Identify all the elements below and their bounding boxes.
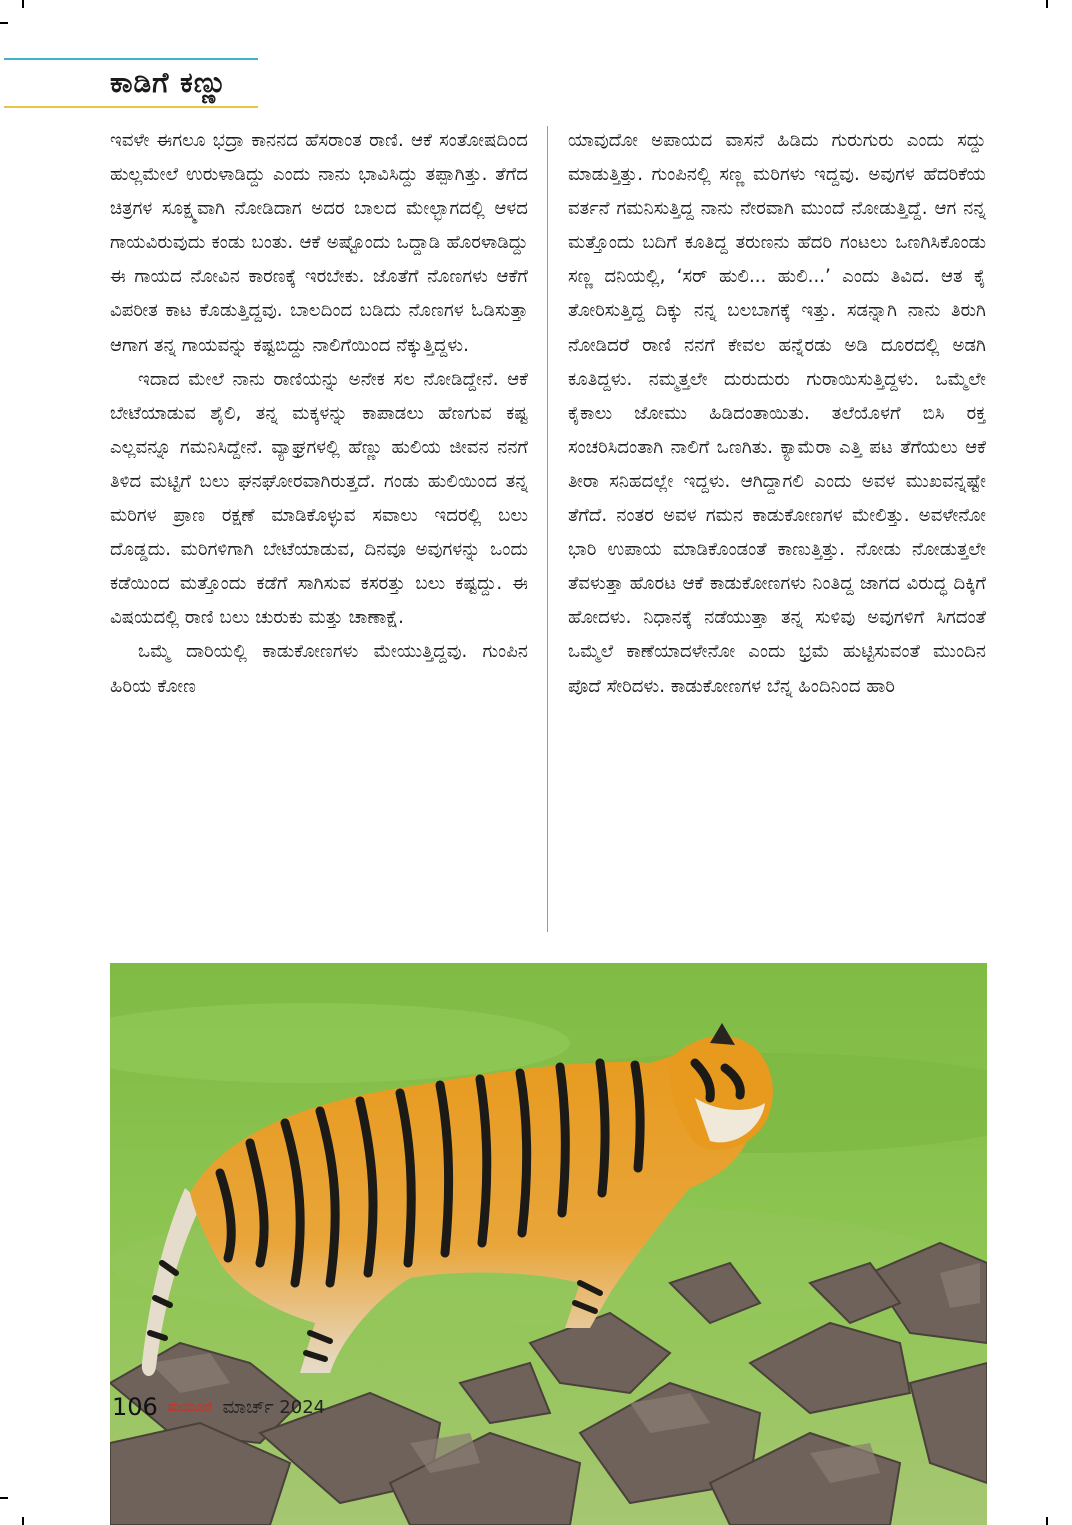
page-footer: [112, 1393, 325, 1421]
crop-mark-top-left: [22, 0, 24, 8]
header-rule-yellow: [4, 106, 258, 108]
paragraph: ಯಾವುದೋ ಅಪಾಯದ ವಾಸನೆ ಹಿಡಿದು ಗುರುಗುರು ಎಂದು ಸದ್ದು ಮಾಡುತ್ತಿತ್ತು. ಗುಂಪಿನಲ್ಲಿ ಸಣ್ಣ ಮರಿಗಳು ಇದ್ದವು. ಅವುಗಳ ಹೆದರಿಕೆಯ ವರ್ತನೆ ಗಮನಿಸುತ್ತಿದ್ದ ನಾನು ನೇರವಾಗಿ ಮುಂದೆ ನೋಡುತ್ತಿದ್ದೆ. ಆಗ ನನ್ನ ಮತ್ತೊಂದು ಬದಿಗೆ ಕೂತಿದ್ದ ತರುಣನು ಹೆದರಿ ಗಂಟಲು ಒಣಗಿಸಿಕೊಂಡು ಸಣ್ಣ ದನಿಯಲ್ಲಿ, ‘ಸರ್ ಹುಲಿ... ಹುಲಿ...’ ಎಂದು ತಿವಿದ. ಆತ ಕೈ ತೋರಿಸುತ್ತಿದ್ದ ದಿಕ್ಕು ನನ್ನ ಬಲಬಾಗಕ್ಕೆ ಇತ್ತು. ಸಡನ್ನಾಗಿ ನಾನು ತಿರುಗಿ ನೋಡಿದರೆ ರಾಣಿ ನನಗೆ ಕೇವಲ ಹನ್ನೆರಡು ಅಡಿ ದೂರದಲ್ಲಿ ಅಡಗಿ ಕೂತಿದ್ದಳು. ನಮ್ಮತ್ತಲೇ ದುರುದುರು ಗುರಾಯಿಸುತ್ತಿದ್ದಳು. ಒಮ್ಮೆಲೇ ಕೈಕಾಲು ಜೋಮು ಹಿಡಿದಂತಾಯಿತು. ತಲೆಯೊಳಗೆ ಬಿಸಿ ರಕ್ತ ಸಂಚರಿಸಿದಂತಾಗಿ ನಾಲಿಗೆ ಒಣಗಿತು. ಕ್ಯಾಮೆರಾ ಎತ್ತಿ ಪಟ ತೆಗೆಯಲು ಆಕೆ ತೀರಾ ಸನಿಹದಲ್ಲೇ ಇದ್ದಳು. ಆಗಿದ್ದಾಗಲಿ ಎಂದು ಅವಳ ಮುಖವನ್ನಷ್ಟೇ ತೆಗೆದೆ. ನಂತರ ಅವಳ ಗಮನ ಕಾಡುಕೋಣಗಳ ಮೇಲಿತ್ತು. ಅವಳೇನೋ ಭಾರಿ ಉಪಾಯ ಮಾಡಿಕೊಂಡಂತೆ ಕಾಣುತ್ತಿತ್ತು. ನೋಡು ನೋಡುತ್ತಲೇ ತೆವಳುತ್ತಾ ಹೊರಟ ಆಕೆ ಕಾಡುಕೋಣಗಳು ನಿಂತಿದ್ದ ಜಾಗದ ವಿರುದ್ಧ ದಿಕ್ಕಿಗೆ ಹೋದಳು. ನಿಧಾನಕ್ಕೆ ನಡೆಯುತ್ತಾ ತನ್ನ ಸುಳಿವು ಅವುಗಳಿಗೆ ಸಿಗದಂತೆ ಒಮ್ಮೆಲೆ ಕಾಣೆಯಾದಳೇನೋ ಎಂದು ಭ್ರಮೆ ಹುಟ್ಟಿಸುವಂತೆ ಮುಂದಿನ ಪೊದೆ ಸೇರಿದಳು. ಕಾಡುಕೋಣಗಳ ಬೆನ್ನ ಹಿಂದಿನಿಂದ ಹಾರಿ: [568, 130, 986, 697]
article-column-right: [568, 124, 986, 704]
paragraph: ಇದಾದ ಮೇಲೆ ನಾನು ರಾಣಿಯನ್ನು ಅನೇಕ ಸಲ ನೋಡಿದ್ದೇನೆ. ಆಕೆ ಬೇಟೆಯಾಡುವ ಶೈಲಿ, ತನ್ನ ಮಕ್ಕಳನ್ನು ಕಾಪಾಡಲು ಹೆಣಗುವ ಕಷ್ಟ ಎಲ್ಲವನ್ನೂ ಗಮನಿಸಿದ್ದೇನೆ. ವ್ಯಾಘ್ರಗಳಲ್ಲಿ ಹೆಣ್ಣು ಹುಲಿಯ ಜೀವನ ನನಗೆ ತಿಳಿದ ಮಟ್ಟಿಗೆ ಬಲು ಘನಘೋರವಾಗಿರುತ್ತದೆ. ಗಂಡು ಹುಲಿಯಿಂದ ತನ್ನ ಮರಿಗಳ ಪ್ರಾಣ ರಕ್ಷಣೆ ಮಾಡಿಕೊಳ್ಳುವ ಸವಾಲು ಇದರಲ್ಲಿ ಬಲು ದೊಡ್ಡದು. ಮರಿಗಳಿಗಾಗಿ ಬೇಟೆಯಾಡುವ, ದಿನವೂ ಅವುಗಳನ್ನು ಒಂದು ಕಡೆಯಿಂದ ಮತ್ತೊಂದು ಕಡೆಗೆ ಸಾಗಿಸುವ ಕಸರತ್ತು ಬಲು ಕಷ್ಟದ್ದು. ಈ ವಿಷಯದಲ್ಲಿ ರಾಣಿ ಬಲು ಚುರುಕು ಮತ್ತು ಚಾಣಾಕ್ಷೆ.: [110, 368, 528, 629]
tiger-photo: [110, 963, 987, 1525]
magazine-logo: ಮಯೂರ: [166, 1399, 212, 1415]
section-header: [0, 58, 258, 110]
column-divider: [547, 126, 548, 932]
section-title: ಕಾಡಿಗೆ ಕಣ್ಣು: [110, 66, 228, 99]
paragraph: ಒಮ್ಮೆ ದಾರಿಯಲ್ಲಿ ಕಾಡುಕೋಣಗಳು ಮೇಯುತ್ತಿದ್ದವು. ಗುಂಪಿನ ಹಿರಿಯ ಕೋಣ: [110, 641, 528, 697]
page-number: 106: [112, 1393, 158, 1421]
header-rule-teal: [4, 58, 258, 60]
crop-mark-bottom-right: [1046, 1517, 1048, 1525]
issue-date: ಮಾರ್ಚ್ 2024: [222, 1396, 326, 1418]
article-column-left: [110, 124, 528, 704]
paragraph: ಇವಳೇ ಈಗಲೂ ಭದ್ರಾ ಕಾನನದ ಹೆಸರಾಂತ ರಾಣಿ. ಆಕೆ ಸಂತೋಷದಿಂದ ಹುಲ್ಲಮೇಲೆ ಉರುಳಾಡಿದ್ದು ಎಂದು ನಾನು ಭಾವಿಸಿದ್ದು ತಪ್ಪಾಗಿತ್ತು. ತೆಗೆದ ಚಿತ್ರಗಳ ಸೂಕ್ಷ್ಮವಾಗಿ ನೋಡಿದಾಗ ಅದರ ಬಾಲದ ಮೇಲ್ಭಾಗದಲ್ಲಿ ಆಳದ ಗಾಯವಿರುವುದು ಕಂಡು ಬಂತು. ಆಕೆ ಅಷ್ಟೊಂದು ಒದ್ದಾಡಿ ಹೊರಳಾಡಿದ್ದು ಈ ಗಾಯದ ನೋವಿನ ಕಾರಣಕ್ಕೆ ಇರಬೇಕು. ಜೊತೆಗೆ ನೊಣಗಳು ಆಕೆಗೆ ವಿಪರೀತ ಕಾಟ ಕೊಡುತ್ತಿದ್ದವು. ಬಾಲದಿಂದ ಬಡಿದು ನೊಣಗಳ ಓಡಿಸುತ್ತಾ ಆಗಾಗ ತನ್ನ ಗಾಯವನ್ನು ಕಷ್ಟಬಿದ್ದು ನಾಲಿಗೆಯಿಂದ ನೆಕ್ಕುತ್ತಿದ್ದಳು.: [110, 130, 528, 356]
crop-mark-left-lower: [0, 1497, 8, 1499]
crop-mark-top-right: [1046, 0, 1048, 8]
crop-mark-bottom-left: [22, 1517, 24, 1525]
crop-mark-left-upper: [0, 22, 8, 24]
